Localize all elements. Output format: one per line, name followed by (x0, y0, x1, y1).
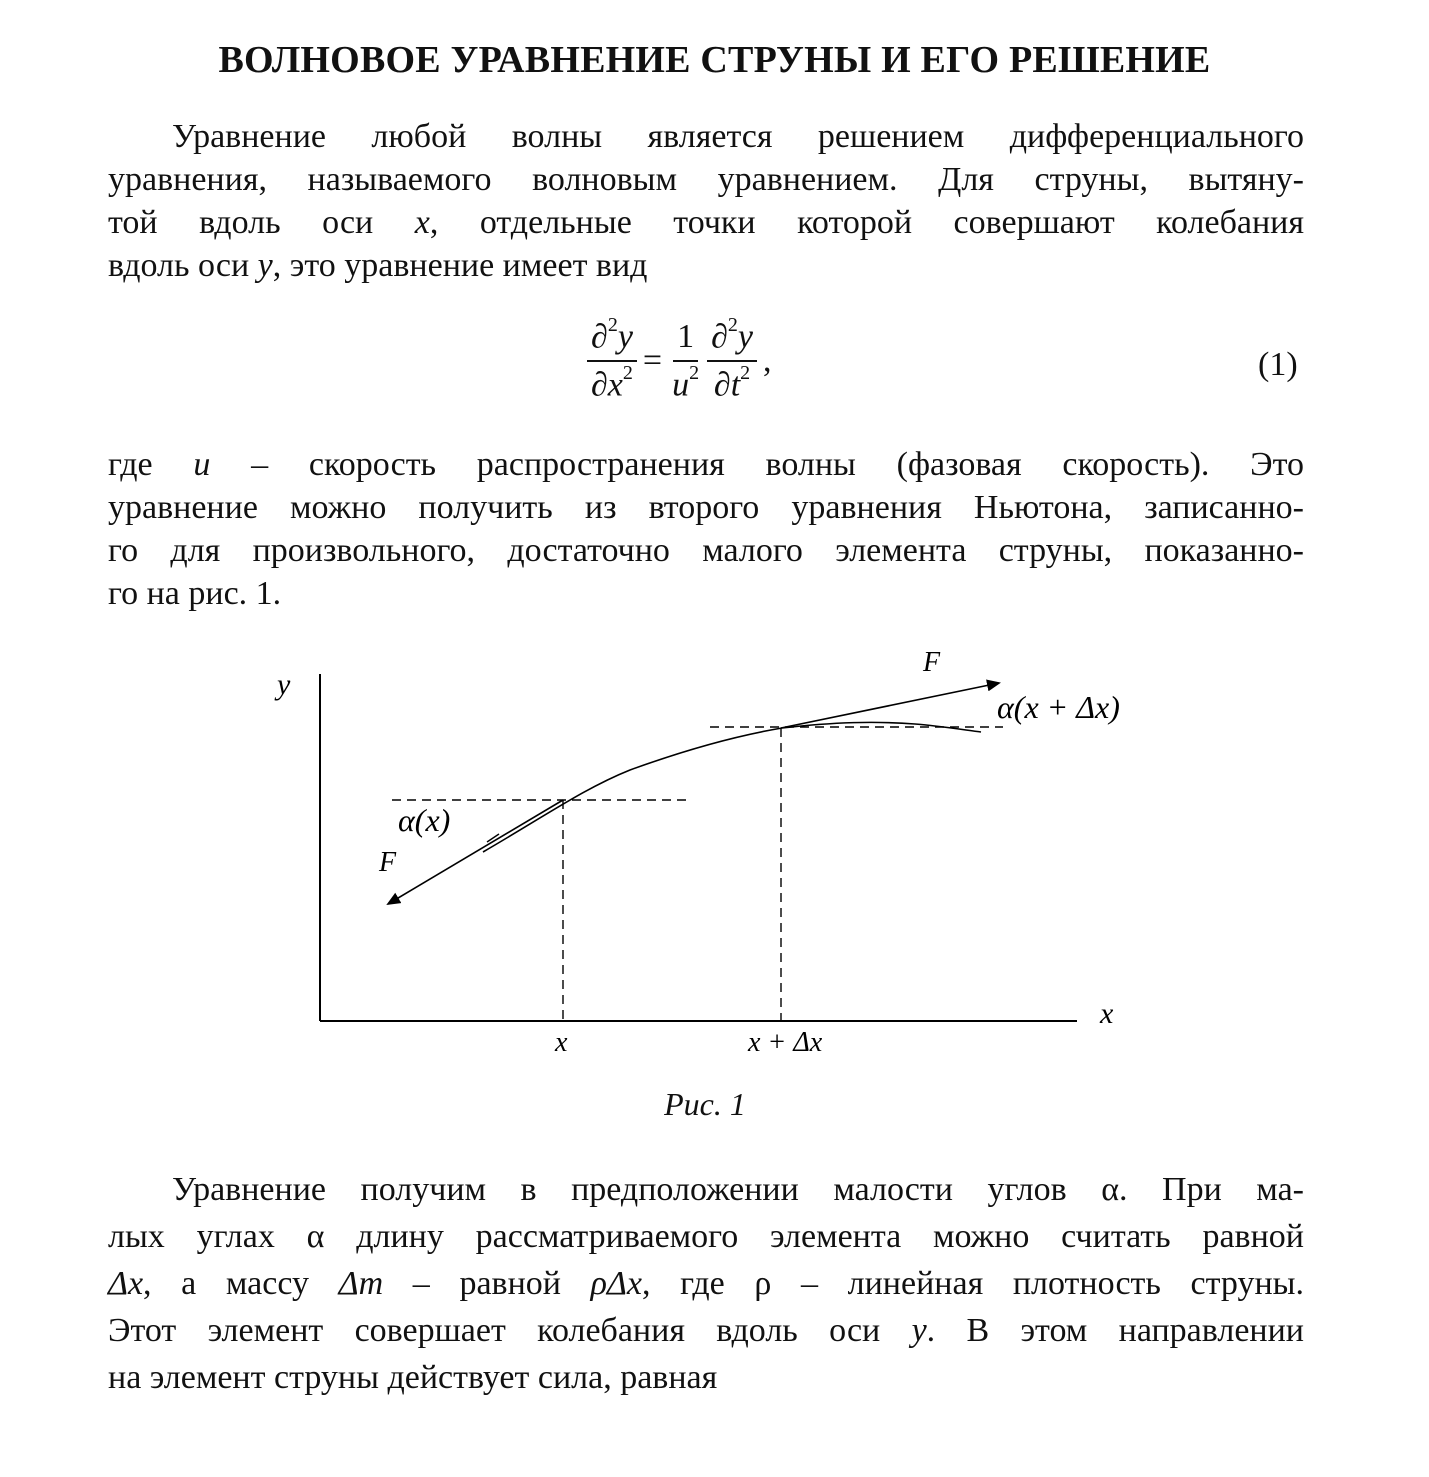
paragraph-intro (108, 115, 1304, 287)
text-line (108, 1307, 1304, 1354)
math-rho-delta-x: ρΔx (590, 1265, 642, 1302)
partial-symbol: ∂ (711, 318, 728, 356)
text-span: – скорость распространения волны (фазовая скорость). Это (210, 446, 1304, 483)
force-label-bottom: F (379, 847, 397, 878)
math-var-x: x (414, 204, 430, 241)
math-delta-m: Δm (338, 1265, 384, 1302)
text-line (108, 1260, 1304, 1307)
text-span: , где (641, 1265, 755, 1302)
text-line: го для произвольного, достаточно малого элемента струны, показанно- (108, 532, 1304, 569)
math-alpha: α (306, 1218, 325, 1255)
text-line (108, 443, 1304, 486)
text-span: . При ма- (1119, 1171, 1304, 1208)
math-alpha: α (1101, 1171, 1120, 1208)
superscript: 2 (607, 314, 618, 336)
y-axis-label: y (277, 668, 291, 701)
text-span: , а массу (143, 1265, 339, 1302)
math-var-u: u (672, 366, 690, 404)
text-line: уравнения, называемого волновым уравнением. Для струны, вытяну- (108, 161, 1304, 198)
text-span: Этот элемент совершает колебания вдоль оси (108, 1312, 912, 1349)
text-span: лых углах (108, 1218, 307, 1255)
math-delta-x: Δx (108, 1265, 144, 1302)
partial-symbol: ∂ (591, 318, 608, 356)
figure-string-element (255, 628, 1155, 1058)
x-axis-label: x (1100, 997, 1114, 1030)
fraction-numerator (707, 314, 757, 362)
math-var-y: y (737, 318, 753, 356)
text-line: го на рис. 1. (108, 575, 282, 612)
superscript: 2 (740, 362, 751, 385)
fraction-denominator (587, 362, 637, 404)
fraction-numerator (587, 314, 637, 362)
math-var-u: u (193, 446, 211, 483)
text-span: длину рассматриваемого элемента можно считать равной (324, 1218, 1304, 1255)
section-title: ВОЛНОВОЕ УРАВНЕНИЕ СТРУНЫ И ЕГО РЕШЕНИЕ (218, 39, 1211, 81)
equation-number: (1) (1258, 346, 1298, 383)
paragraph-explanation (108, 443, 1304, 615)
fraction-lhs (587, 314, 637, 405)
text-line: уравнение можно получить из второго уравнения Ньютона, записанно- (108, 489, 1304, 526)
comma: , (763, 342, 772, 380)
force-vector-right (781, 683, 999, 728)
math-term: ∂t (713, 366, 741, 404)
text-line (108, 1166, 1304, 1213)
text-span: той вдоль оси (108, 204, 415, 241)
text-span: Уравнение получим в предположении малости углов (172, 1171, 1102, 1208)
force-label-top: F (923, 647, 941, 678)
math-rho: ρ (754, 1265, 772, 1302)
equals-sign: = (642, 342, 663, 380)
text-span: , это уравнение имеет вид (272, 247, 648, 284)
math-term: ∂x (591, 366, 623, 404)
string-curve (483, 722, 981, 852)
angle-label-right: α(x + Δx) (997, 689, 1120, 725)
text-line: на элемент струны действует сила, равная (108, 1359, 718, 1396)
text-span: . В этом направлении (926, 1312, 1305, 1349)
angle-label-left: α(x) (398, 802, 451, 838)
math-var-y: y (911, 1312, 927, 1349)
text-line: Уравнение любой волны является решением дифференциального (172, 118, 1304, 155)
fraction-rhs (707, 314, 757, 405)
superscript: 2 (622, 362, 633, 385)
fraction-denominator (710, 362, 754, 404)
text-span: вдоль оси (108, 247, 258, 284)
fraction-coefficient (668, 318, 703, 404)
superscript: 2 (727, 314, 738, 336)
fraction-denominator (668, 362, 703, 404)
figure-caption: Рис. 1 (664, 1086, 746, 1122)
tick-label-x-dx: x + Δx (748, 1027, 823, 1058)
text-span: где (108, 446, 194, 483)
text-span: – равной (383, 1265, 591, 1302)
text-span: , отдельные точки которой совершают колебания (429, 204, 1304, 241)
text-line (108, 1213, 1304, 1260)
superscript: 2 (689, 362, 700, 385)
math-var-y: y (617, 318, 633, 356)
text-line (108, 201, 1304, 244)
wave-equation (585, 314, 776, 405)
paragraph-derivation (108, 1166, 1304, 1401)
text-line (108, 244, 1304, 287)
math-var-y: y (257, 247, 273, 284)
fraction-numerator: 1 (673, 318, 698, 362)
tick-label-x: x (555, 1027, 568, 1058)
text-span: – линейная плотность струны. (771, 1265, 1304, 1302)
